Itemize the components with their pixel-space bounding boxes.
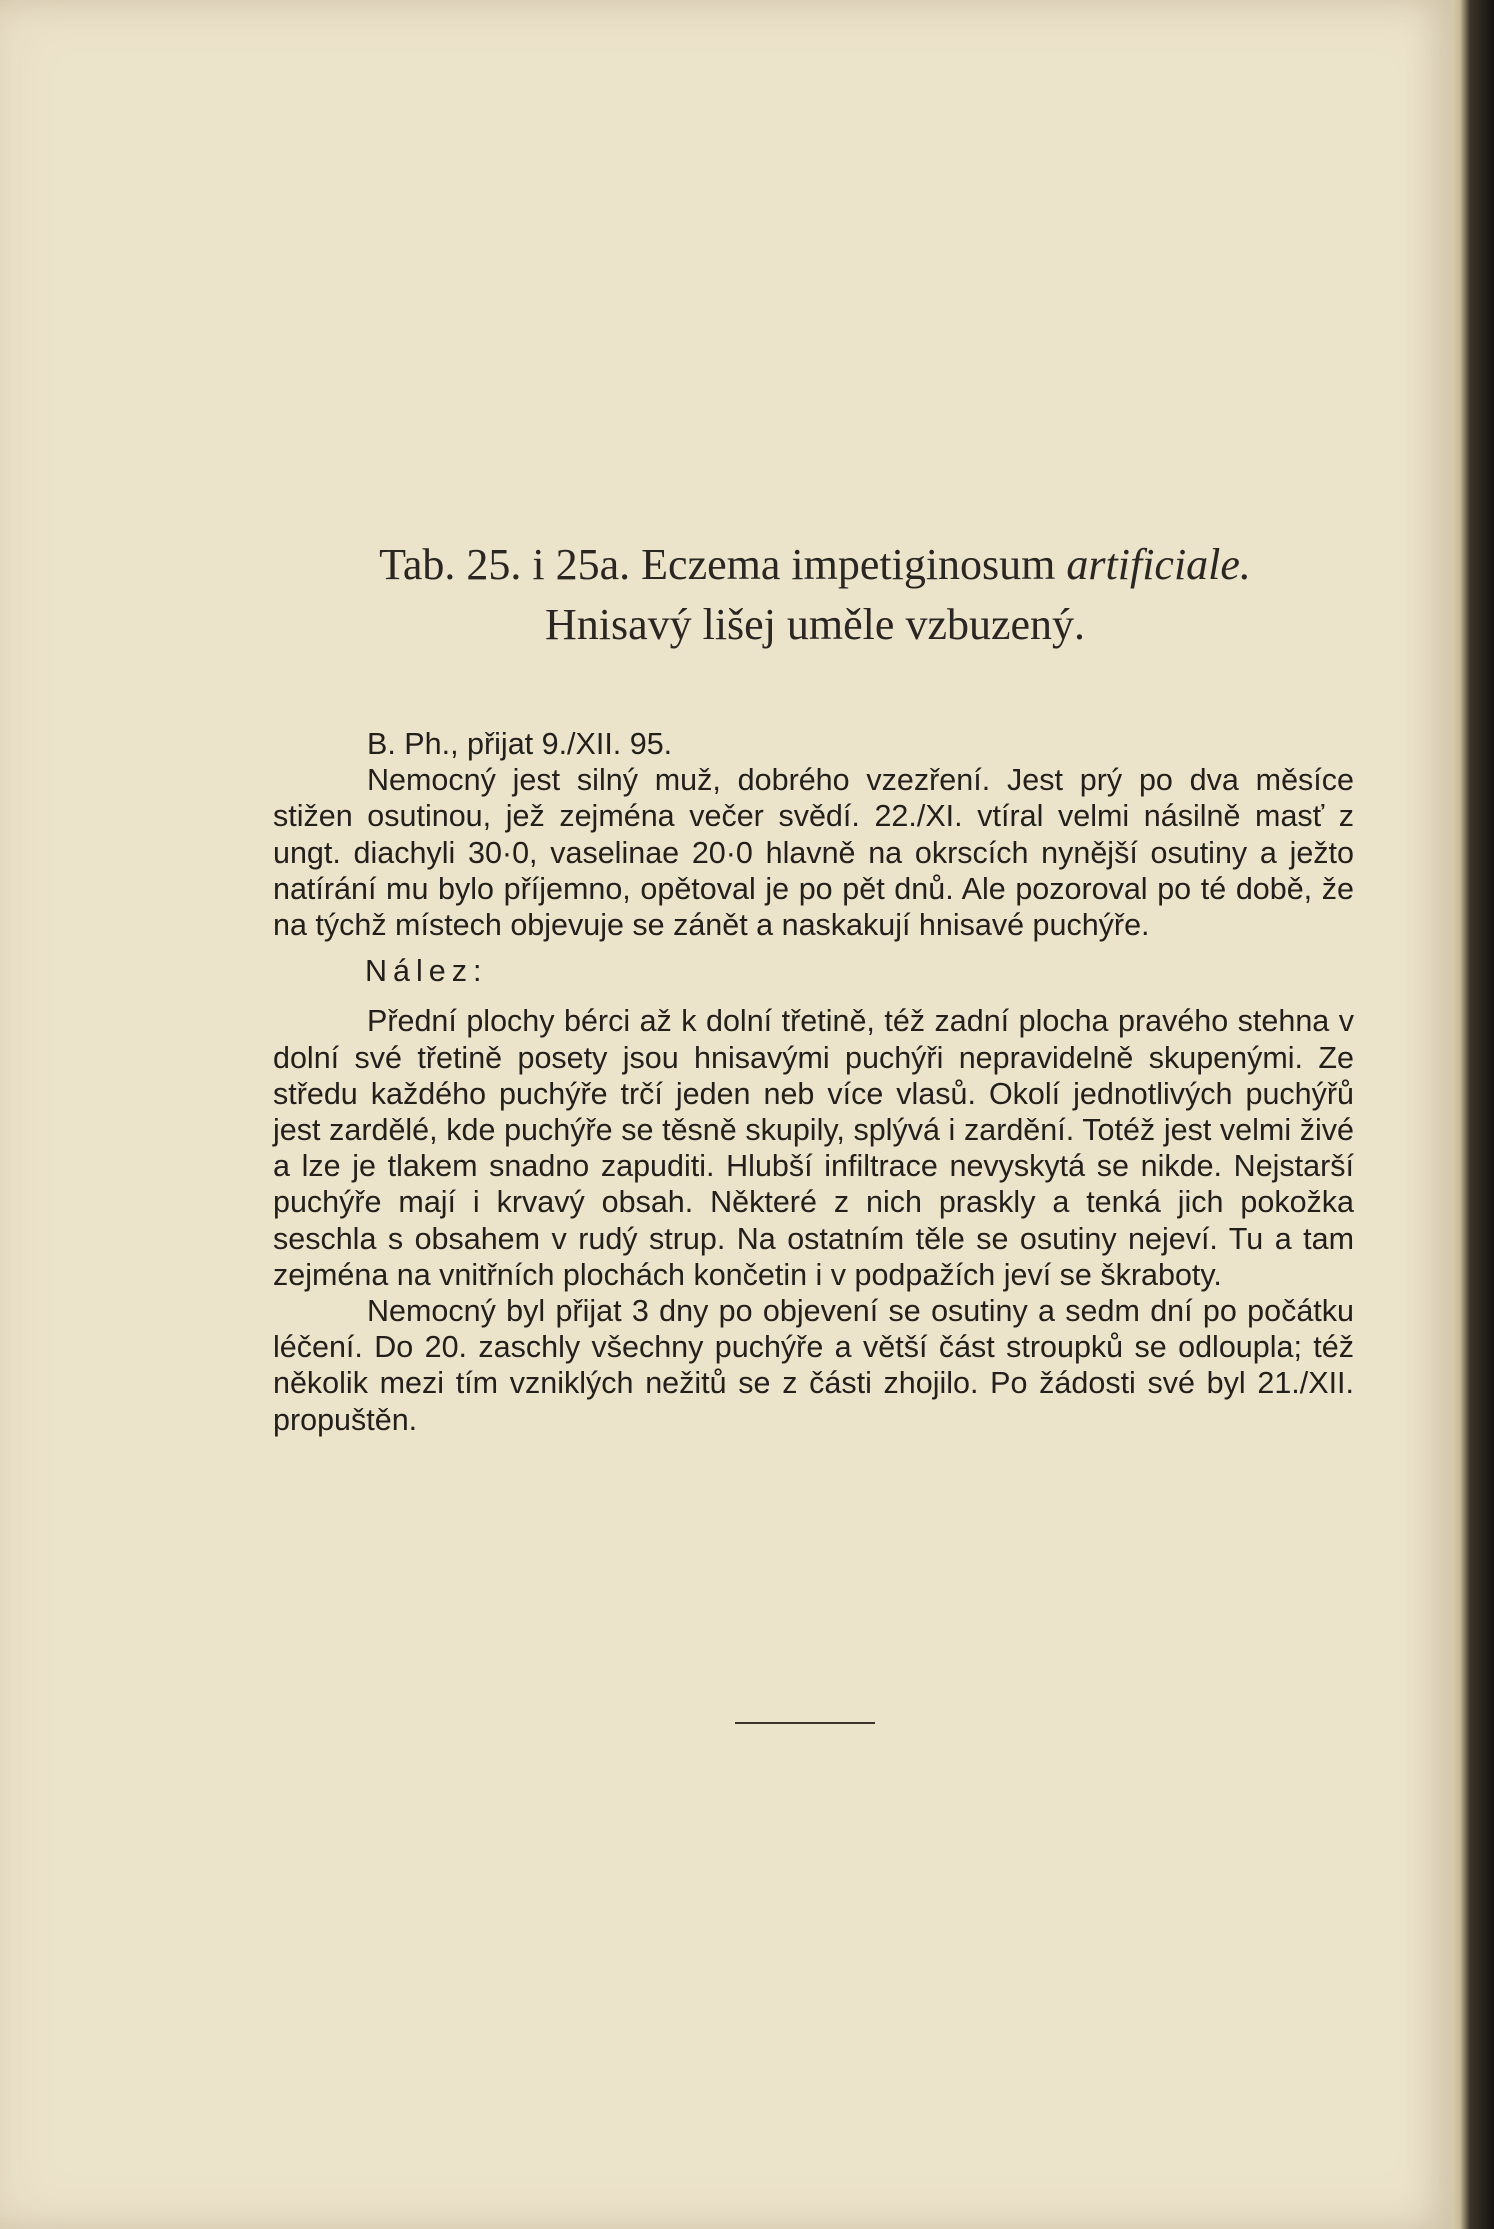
findings-paragraph-2: Nemocný byl přijat 3 dny po objevení se osutiny a sedm dní po počátku léčení. Do 20. zaschly všechny puchýře a větší část stroupků se odloupla; též několik mezi tím vzniklých nežitů se z části zhojilo. Po žádosti své byl 21./XII. propuštěn.: [273, 1294, 1354, 1437]
findings-heading: Nález:: [365, 954, 488, 989]
end-rule: [735, 1722, 875, 1724]
title-latin-text: Tab. 25. i 25a. Eczema impetiginosum: [379, 540, 1067, 589]
findings-paragraph-1: Přední plochy bérci až k dolní třetině, též zadní plocha pravého stehna v dolní své třetině posety jsou hnisavými puchýři nepravidelně skupenými. Ze středu každého puchýře trčí jeden neb více vlasů. Okolí jednotlivých puchýřů jest zardělé, kde puchýře se těsně skupily, splývá i zardění. Totéž jest velmi živé a lze je tlakem snadno zapuditi. Hlubší infiltrace nevyskytá se nikde. Nejstarší puchýře mají i krvavý obsah. Některé z nich praskly a tenká jich pokožka seschla s obsahem v rudý strup. Na ostatním těle se osutiny nejeví. Tu a tam zejména na vnitřních plochách končetin i v podpažích jeví se škraboty.: [273, 1004, 1354, 1292]
case-header: B. Ph., přijat 9./XII. 95.: [367, 727, 673, 761]
book-spine: [1452, 0, 1494, 2229]
case-history: Nemocný jest silný muž, dobrého vzezření. Jest prý po dva měsíce stižen osutinou, jež zejména večer svědí. 22./XI. vtíral velmi násilně masť z ungt. diachyli 30·0, vaselinae 20·0 hlavně na okrscích nynější osutiny a ježto natírání mu bylo příjemno, opětoval je po pět dnů. Ale pozoroval po té době, že na týchž místech objevuje se zánět a naskakují hnisavé puchýře.: [273, 763, 1354, 943]
title-latin-italic: artificiale.: [1066, 540, 1251, 589]
page-title: [270, 535, 1360, 655]
case-text: [273, 726, 1354, 1438]
title-line-latin: [270, 535, 1360, 595]
title-line-czech: Hnisavý lišej uměle vzbuzený.: [544, 600, 1086, 649]
